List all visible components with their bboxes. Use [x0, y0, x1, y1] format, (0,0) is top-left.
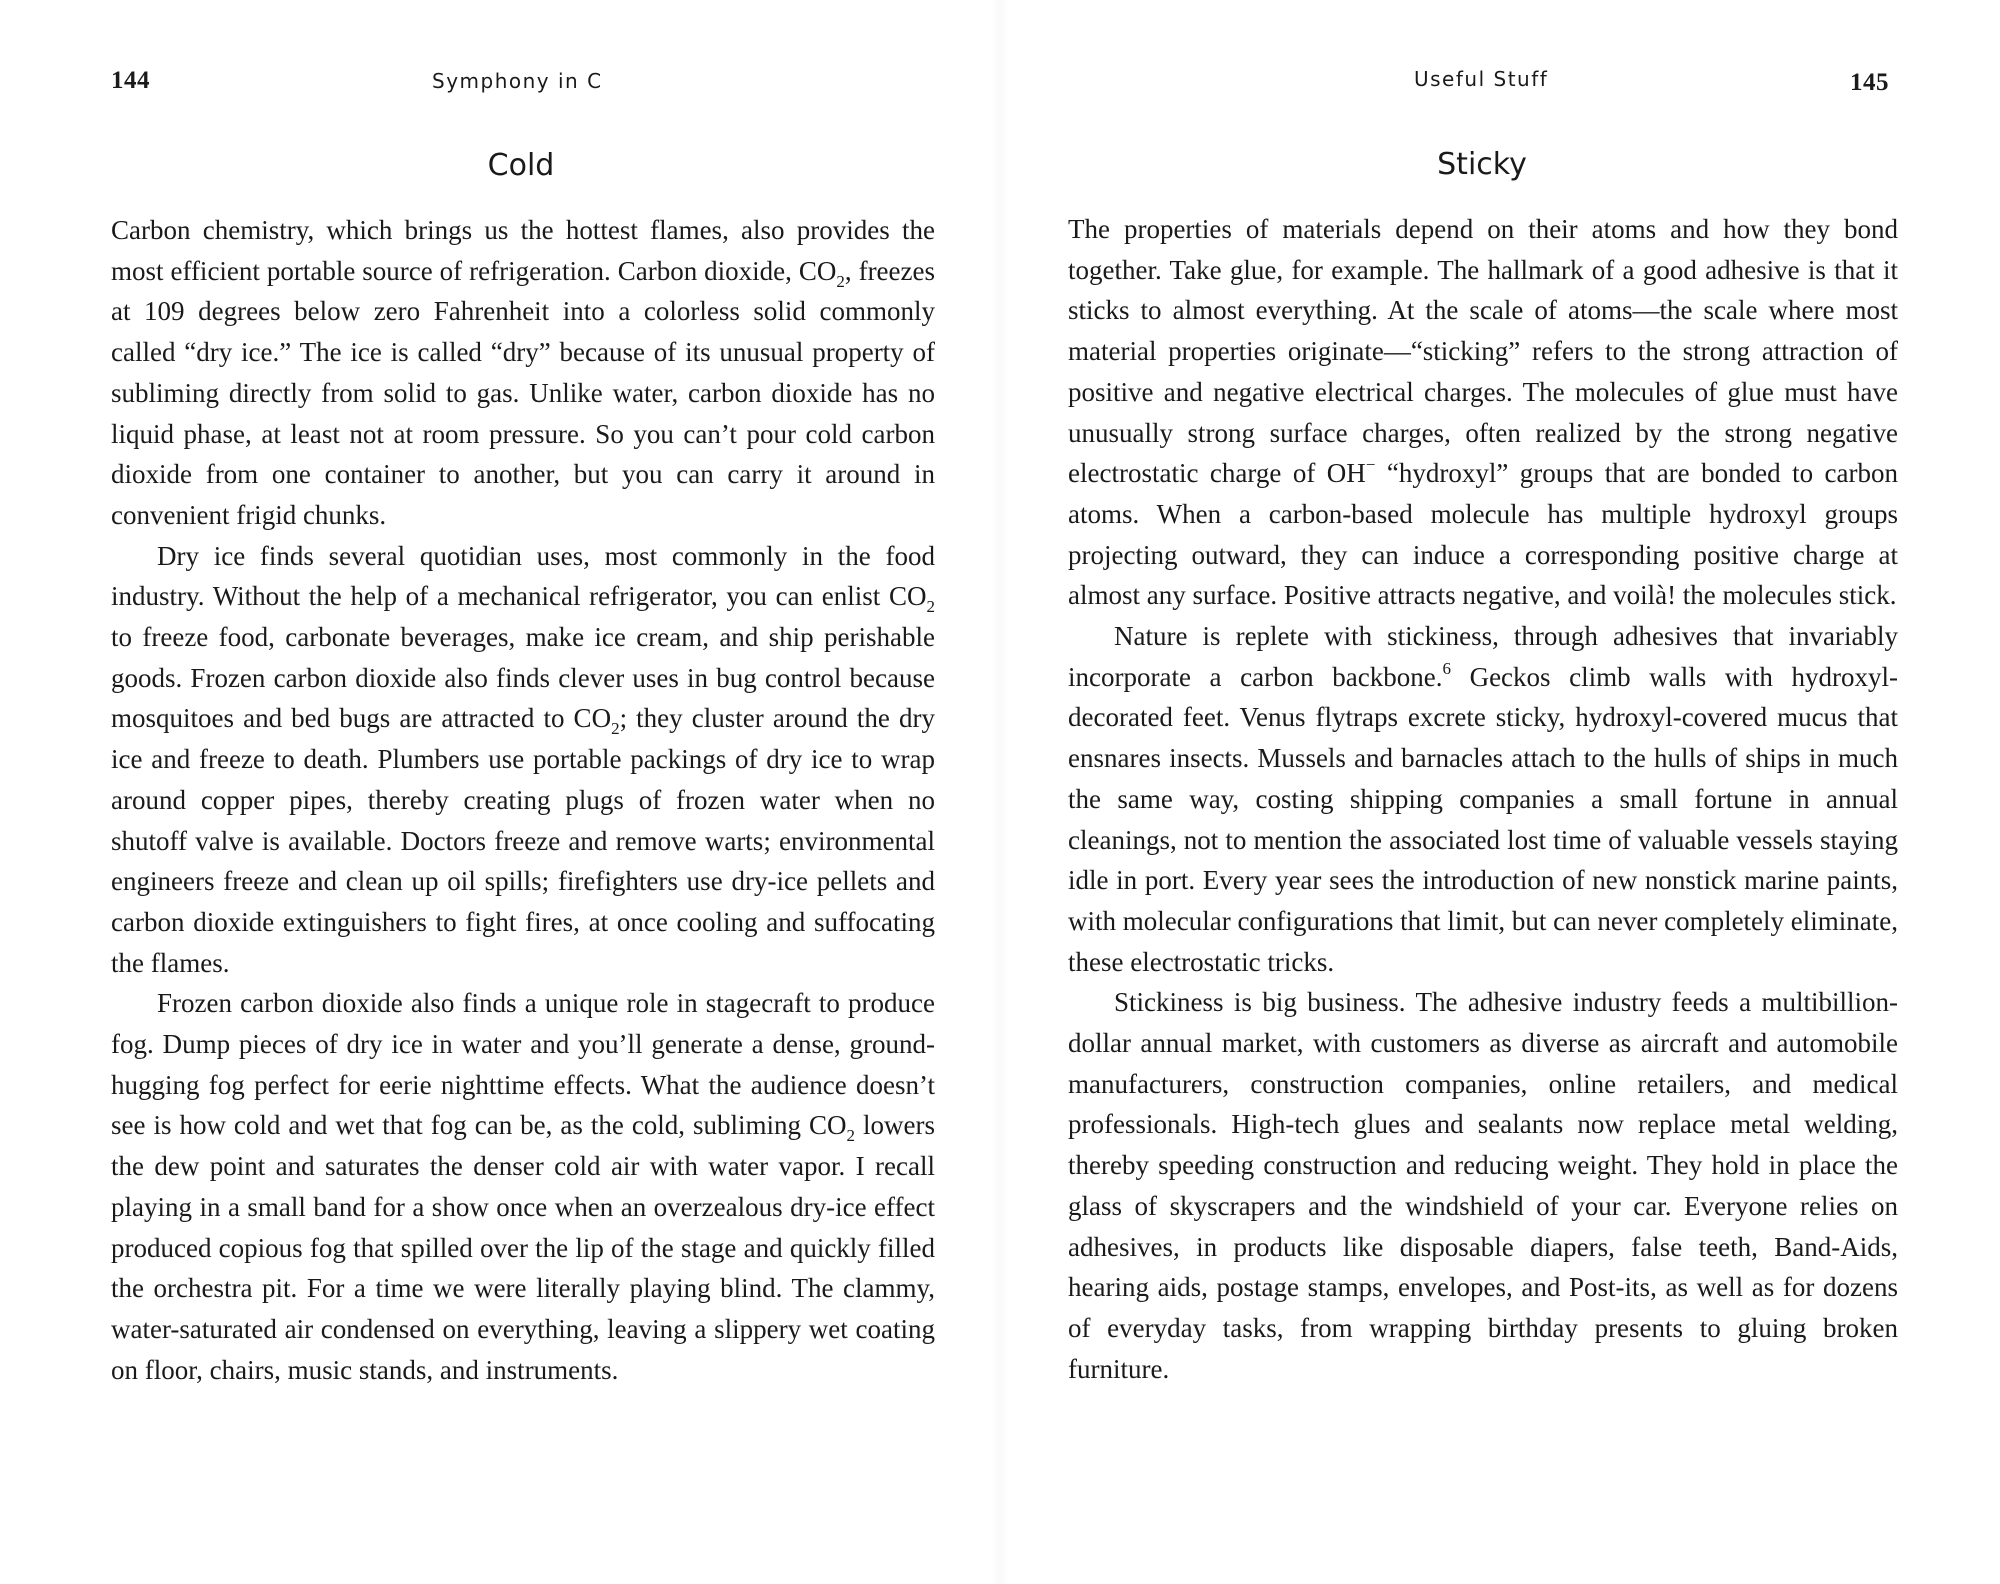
paragraph: Carbon chemistry, which brings us the hottest flames, also provides the most efficient portable source of refrigeration. Carbon dioxide, $CO_2$, freezes at 109 degrees below zero Fahrenheit into a colorless solid commonly called “dry ice.” The ice is called “dry” because of its unusual property of subliming directly from solid to gas. Unlike water, carbon dioxide has no liquid phase, at least not at room pressure. So you can’t pour cold carbon dioxide from one container to another, but you can carry it around in convenient frigid chunks. — [111, 215, 935, 530]
body-text — [111, 210, 935, 1390]
page-number: 145 — [1850, 69, 1889, 96]
paragraph: Dry ice finds several quotidian uses, most commonly in the food industry. Without the help of a mechanical refrigerator, you can enlist $CO_2$ to freeze food, carbonate beverages, make ice cream, and ship perishable goods. Frozen carbon dioxide also finds clever uses in bug control because mosquitoes and bed bugs are attracted to $CO_2$; they cluster around the dry ice and freeze to death. Plumbers use portable packings of dry ice to wrap around copper pipes, thereby creating plugs of frozen water when no shutoff valve is available. Doctors freeze and remove warts; environmental engineers freeze and clean up oil spills; firefighters use dry-ice pellets and carbon dioxide extinguishers to fight fires, at once cooling and suffocating the flames. — [111, 540, 935, 978]
running-head: Useful Stuff — [1414, 67, 1549, 91]
page-number: 144 — [111, 67, 150, 94]
right-page — [1000, 0, 2000, 1584]
body-text — [1068, 209, 1898, 1389]
section-title: Sticky — [1437, 147, 1527, 182]
footnote-marker: 6 — [1442, 658, 1451, 678]
paragraph: Frozen carbon dioxide also finds a unique role in stagecraft to produce fog. Dump pieces of dry ice in water and you’ll generate a dense, ground-hugging fog perfect for eerie nighttime effects. What the audience doesn’t see is how cold and wet that fog can be, as the cold, subliming $CO_2$ lowers the dew point and saturates the denser cold air with water vapor. I recall playing in a small band for a show once when an overzealous dry-ice effect produced copious fog that spilled over the lip of the stage and quickly filled the orchestra pit. For a time we were literally playing blind. The clammy, water-saturated air condensed on everything, leaving a slippery wet coating on floor, chairs, music stands, and instruments. — [111, 988, 935, 1385]
running-head: Symphony in C — [432, 69, 603, 93]
paragraph: The properties of materials depend on their atoms and how they bond together. Take glue, for example. The hallmark of a good adhesive is that it sticks to almost everything. At the scale of atoms—the scale where most material properties originate—“sticking” refers to the strong attraction of positive and negative electrical charges. The molecules of glue must have unusually strong surface charges, often realized by the strong negative electrostatic charge of OH− “hydroxyl” groups that are bonded to carbon atoms. When a carbon-based molecule has multiple hydroxyl groups projecting outward, they can induce a corresponding positive charge at almost any surface. Positive attracts negative, and voilà! the molecules stick. — [1068, 214, 1898, 611]
paragraph: Nature is replete with stickiness, through adhesives that invariably incorporate a carbon backbone.$^6$ Geckos climb walls with hydroxyl-decorated feet. Venus flytraps excrete sticky, hydroxyl-covered mucus that ensnares insects. Mussels and barnacles attach to the hulls of ships in much the same way, costing shipping companies a small fortune in annual cleanings, not to mention the associated lost time of valuable vessels staying idle in port. Every year sees the introduction of new nonstick marine paints, with molecular configurations that limit, but can never completely eliminate, these electrostatic tricks. — [1068, 621, 1898, 977]
section-title: Cold — [487, 148, 555, 183]
paragraph: Stickiness is big business. The adhesive industry feeds a multibillion-dollar annual market, with customers as diverse as aircraft and automobile manufacturers, construction companies, online retailers, and medical professionals. High-tech glues and sealants now replace metal welding, thereby speeding construction and reducing weight. They hold in place the glass of skyscrapers and the windshield of your car. Everyone relies on adhesives, in products like disposable diapers, false teeth, Band-Aids, hearing aids, postage stamps, envelopes, and Post-its, as well as for dozens of everyday tasks, from wrapping birthday presents to gluing broken furniture. — [1068, 987, 1898, 1384]
